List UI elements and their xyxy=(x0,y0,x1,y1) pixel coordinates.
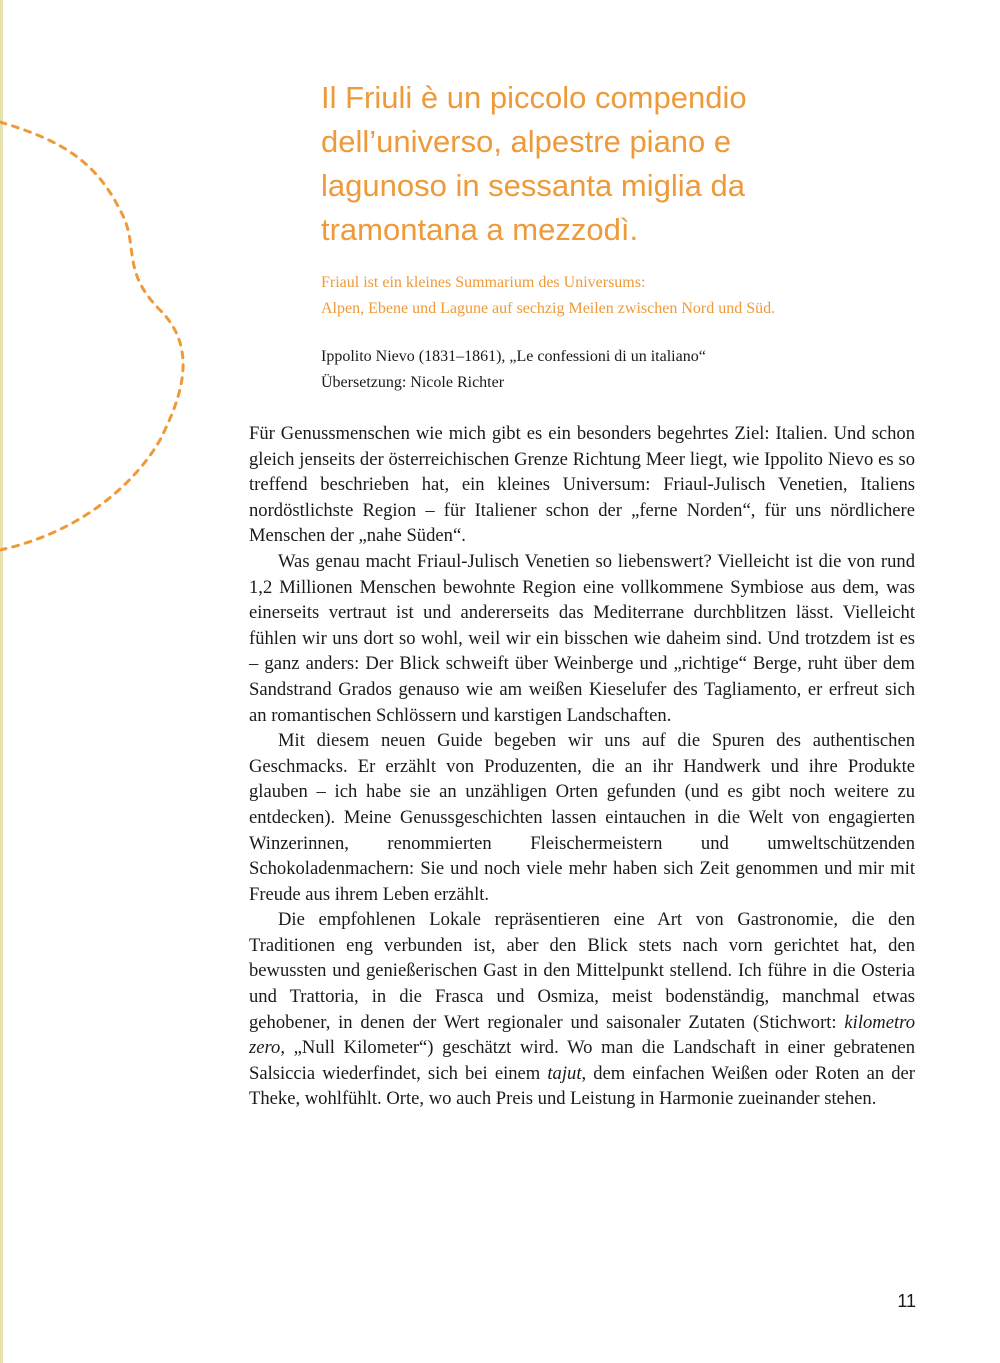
text-segment: , dem einfachen Weißen oder Roten an der Theke, wohlfühlt. Orte, wo auch Preis und Leistung in Harmonie zueinander stehen. xyxy=(249,1062,915,1110)
text-segment: Was genau macht Friaul-Julisch Venetien so liebenswert? Vielleicht ist die von rund 1,2 Millionen Menschen bewohnte Region eine vollkommene Symbiose aus dem, was einerseits vertraut ist und andererseits das Mediterrane durchblitzen lässt. Vielleicht fühlen wir uns dort so wohl, weil wir ein bisschen wie daheim sind. Und trotzdem ist es – ganz anders: Der Blick schweift über Weinberge und „richtige“ Berge, ruht über dem Sandstrand Grados genauso wie am weißen Kieselufer des Tagliamento, er erfreut sich an romantischen Schlössern und karstigen Landschaften. xyxy=(249,550,915,726)
italian-quote-line: lagunoso in sessanta miglia da xyxy=(321,168,745,203)
german-translation xyxy=(321,270,961,322)
italic-term: kilometro zero xyxy=(249,1011,915,1059)
text-segment: Mit diesem neuen Guide begeben wir uns auf die Spuren des authentischen Geschmacks. Er erzählt von Produzenten, die an ihr Handwerk und ihre Produkte glauben – ich habe sie an unzähligen Orten gefunden (und es gibt noch weitere zu entdecken). Meine Genussgeschichten lassen eintauchen in die Welt von engagierten Winzerinnen, renommierten Fleischermeistern und umweltschützenden Schokoladenmachern: Sie und noch viele mehr haben sich Zeit genommen und mir mit Freude aus ihrem Leben erzählt. xyxy=(249,730,915,905)
text-segment: , „Null Kilometer“) geschätzt wird. Wo man die Landschaft in einer gebratenen Salsiccia wiederfindet, sich bei einem xyxy=(249,1037,915,1084)
author-source: Ippolito Nievo (1831–1861), „Le confessioni di un italiano“ xyxy=(321,348,706,365)
italian-quote-line: Il Friuli è un piccolo compendio xyxy=(321,80,747,115)
german-translation-line: Friaul ist ein kleines Summarium des Universums: xyxy=(321,274,646,291)
body-paragraph xyxy=(249,421,915,549)
page-number: 11 xyxy=(897,1291,916,1311)
german-translation-line: Alpen, Ebene und Lagune auf sechzig Meilen zwischen Nord und Süd. xyxy=(321,300,776,317)
italian-quote-line: tramontana a mezzodì. xyxy=(321,212,639,247)
body-text xyxy=(249,421,915,1112)
body-paragraph xyxy=(249,549,915,728)
italian-quote xyxy=(321,76,921,252)
text-segment: Für Genussmenschen wie mich gibt es ein besonders begehrtes Ziel: Italien. Und schon gleich jenseits der österreichischen Grenze Richtung Meer liegt, wie Ippolito Nievo es so treffend beschrieben hat, ein kleines Universum: Friaul-Julisch Venetien, Italiens nordöstlichste Region – für Italiener schon der „ferne Norden“, für uns nördlichere Menschen der „nahe Süden“. xyxy=(249,423,915,547)
italian-quote-line: dell’universo, alpestre piano e xyxy=(321,124,732,159)
text-segment: Die empfohlenen Lokale repräsentieren eine Art von Gastronomie, die den Traditionen eng verbunden ist, aber den Blick stets nach vorn gerichtet hat, den bewussten und genießerischen Gast in den Mittelpunkt stellend. Ich führe in die Osteria und Trattoria, in die Frasca und Osmiza, meist bodenständig, manchmal etwas gehobener, in denen der Wert regionaler und saisonaler Zutaten (Stichwort: xyxy=(249,909,915,1033)
quote-attribution xyxy=(321,344,961,396)
translator-credit: Übersetzung: Nicole Richter xyxy=(321,374,505,391)
body-paragraph xyxy=(249,728,915,907)
body-paragraph xyxy=(249,907,915,1112)
italic-term: tajut xyxy=(547,1062,582,1084)
dotted-arc-decoration xyxy=(0,0,200,580)
